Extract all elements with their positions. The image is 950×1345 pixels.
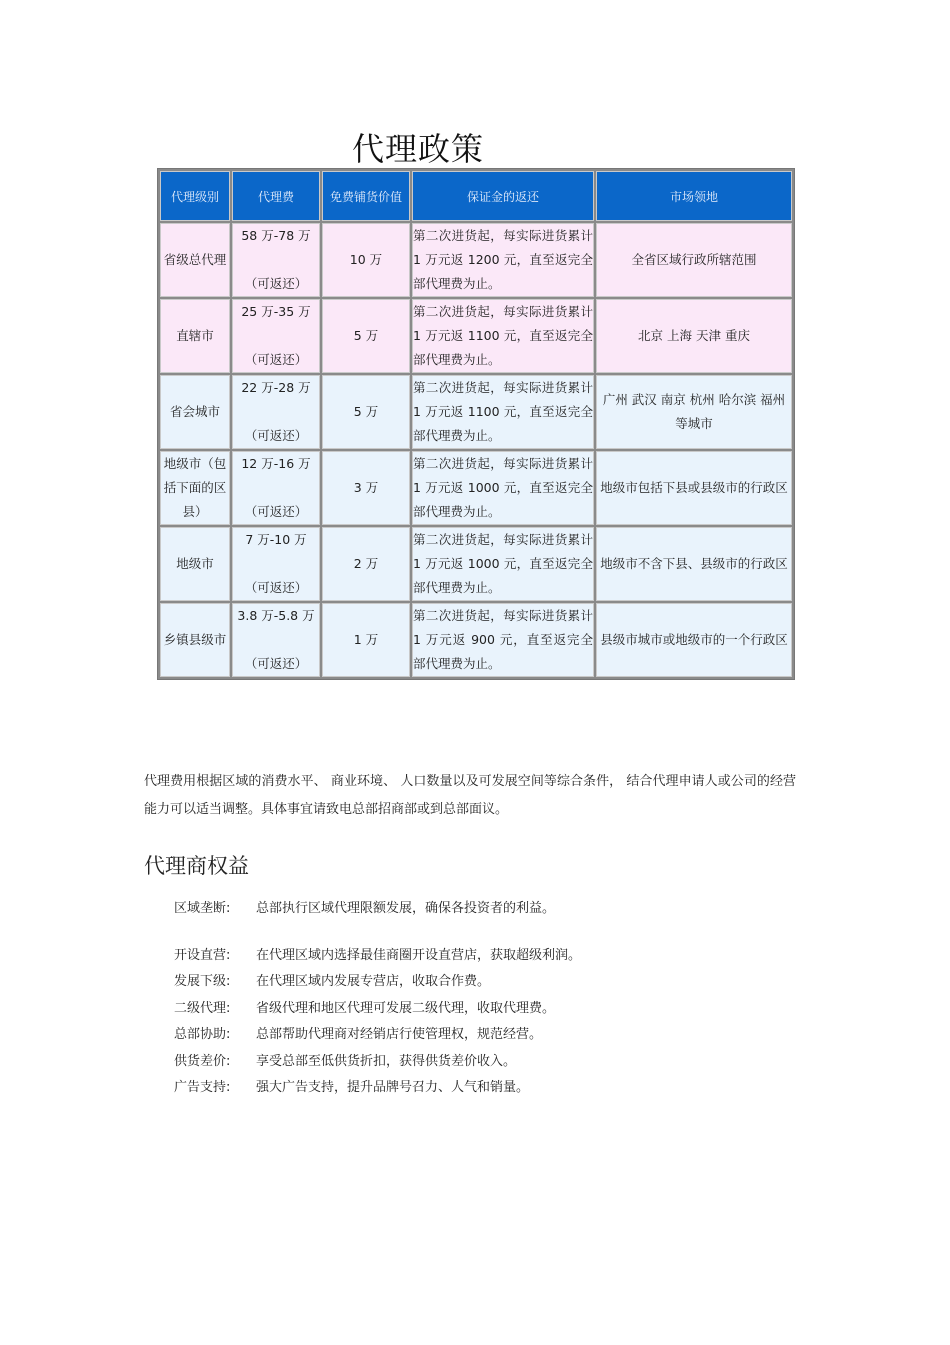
header-fee: 代理费 <box>232 171 320 221</box>
fee-refundable: （可返还） <box>244 656 308 671</box>
cell-fee <box>232 299 320 373</box>
cell-deposit-return: 第二次进货起，每实际进货累计 1 万元返 1100 元，直至返完全部代理费为止。 <box>412 299 594 373</box>
cell-level: 直辖市 <box>160 299 230 373</box>
cell-fee <box>232 603 320 677</box>
benefit-label: 总部协助: <box>174 1027 231 1042</box>
cell-fee <box>232 527 320 601</box>
table-row <box>160 527 792 601</box>
page-title: 代理政策 <box>352 130 485 168</box>
benefit-text: 在代理区域内发展专营店，收取合作费。 <box>256 974 491 989</box>
cell-stock-value: 5 万 <box>322 375 410 449</box>
benefit-item <box>174 1075 581 1102</box>
fee-range: 7 万-10 万 <box>245 532 307 547</box>
agency-policy-table <box>157 168 795 680</box>
header-level: 代理级别 <box>160 171 230 221</box>
cell-stock-value: 2 万 <box>322 527 410 601</box>
table-header-row <box>160 171 792 221</box>
table-row <box>160 603 792 677</box>
fee-range: 3.8 万-5.8 万 <box>237 608 315 623</box>
benefit-text: 享受总部至低供货折扣，获得供货差价收入。 <box>256 1053 517 1069</box>
benefit-item <box>174 996 581 1023</box>
cell-fee <box>232 375 320 449</box>
cell-fee <box>232 223 320 297</box>
cell-deposit-return: 第二次进货起，每实际进货累计 1 万元返 900 元，直至返完全部代理费为止。 <box>412 603 594 677</box>
cell-deposit-return: 第二次进货起，每实际进货累计 1 万元返 1000 元，直至返完全部代理费为止。 <box>412 451 594 525</box>
fee-range: 22 万-28 万 <box>241 380 311 395</box>
table-row <box>160 299 792 373</box>
cell-territory: 地级市包括下县或县级市的行政区 <box>596 451 792 525</box>
fee-refundable: （可返还） <box>244 504 308 519</box>
cell-territory: 广州 武汉 南京 杭州 哈尔滨 福州等城市 <box>596 375 792 449</box>
benefits-list <box>174 896 581 1102</box>
cell-territory: 全省区域行政所辖范围 <box>596 223 792 297</box>
cell-level: 地级市 <box>160 527 230 601</box>
fee-range: 58 万-78 万 <box>241 228 311 243</box>
table-row <box>160 223 792 297</box>
benefit-item <box>174 943 581 970</box>
cell-level: 省级总代理 <box>160 223 230 297</box>
fee-refundable: （可返还） <box>244 276 308 291</box>
cell-level: 地级市（包括下面的区县） <box>160 451 230 525</box>
fee-refundable: （可返还） <box>244 352 308 367</box>
fee-range: 12 万-16 万 <box>241 456 311 471</box>
fee-refundable: （可返还） <box>244 428 308 443</box>
benefit-item <box>174 1049 581 1076</box>
fee-adjustment-note: 代理费用根据区域的消费水平、 商业环境、 人口数量以及可发展空间等综合条件， 结合代理申请人或公司的经营能力可以适当调整。具体事宜请致电总部招商部或到总部面议。 <box>144 774 796 817</box>
benefit-item <box>174 896 581 923</box>
benefit-label: 供货差价: <box>174 1053 231 1069</box>
benefit-label: 区域垄断: <box>174 901 231 916</box>
benefit-label: 广告支持: <box>174 1080 231 1095</box>
benefit-item <box>174 1022 581 1049</box>
table-row <box>160 451 792 525</box>
cell-deposit-return: 第二次进货起，每实际进货累计 1 万元返 1000 元，直至返完全部代理费为止。 <box>412 527 594 601</box>
benefit-text: 总部执行区域代理限额发展，确保各投资者的利益。 <box>256 901 556 916</box>
header-stock-value: 免费铺货价值 <box>322 171 410 221</box>
benefit-item <box>174 969 581 996</box>
cell-stock-value: 3 万 <box>322 451 410 525</box>
header-deposit-return: 保证金的返还 <box>412 171 594 221</box>
benefit-label: 开设直营: <box>174 947 231 963</box>
benefit-text: 在代理区域内选择最佳商圈开设直营店，获取超级利润。 <box>256 947 582 963</box>
cell-level: 省会城市 <box>160 375 230 449</box>
fee-refundable: （可返还） <box>244 580 308 595</box>
cell-territory: 北京 上海 天津 重庆 <box>596 299 792 373</box>
benefit-text: 总部帮助代理商对经销店行使管理权，规范经营。 <box>256 1027 543 1042</box>
cell-level: 乡镇县级市 <box>160 603 230 677</box>
cell-fee <box>232 451 320 525</box>
cell-deposit-return: 第二次进货起，每实际进货累计 1 万元返 1200 元，直至返完全部代理费为止。 <box>412 223 594 297</box>
cell-stock-value: 10 万 <box>322 223 410 297</box>
cell-territory: 地级市不含下县、县级市的行政区 <box>596 527 792 601</box>
benefits-heading: 代理商权益 <box>144 854 249 878</box>
header-territory: 市场领地 <box>596 171 792 221</box>
benefit-text: 强大广告支持，提升品牌号召力、人气和销量。 <box>256 1080 530 1095</box>
table-row <box>160 375 792 449</box>
cell-deposit-return: 第二次进货起，每实际进货累计 1 万元返 1100 元，直至返完全部代理费为止。 <box>412 375 594 449</box>
benefit-text: 省级代理和地区代理可发展二级代理，收取代理费。 <box>256 1000 556 1016</box>
benefit-label: 发展下级: <box>174 974 231 989</box>
cell-stock-value: 1 万 <box>322 603 410 677</box>
fee-range: 25 万-35 万 <box>241 304 311 319</box>
cell-territory: 县级市城市或地级市的一个行政区 <box>596 603 792 677</box>
cell-stock-value: 5 万 <box>322 299 410 373</box>
benefit-label: 二级代理: <box>174 1000 231 1016</box>
